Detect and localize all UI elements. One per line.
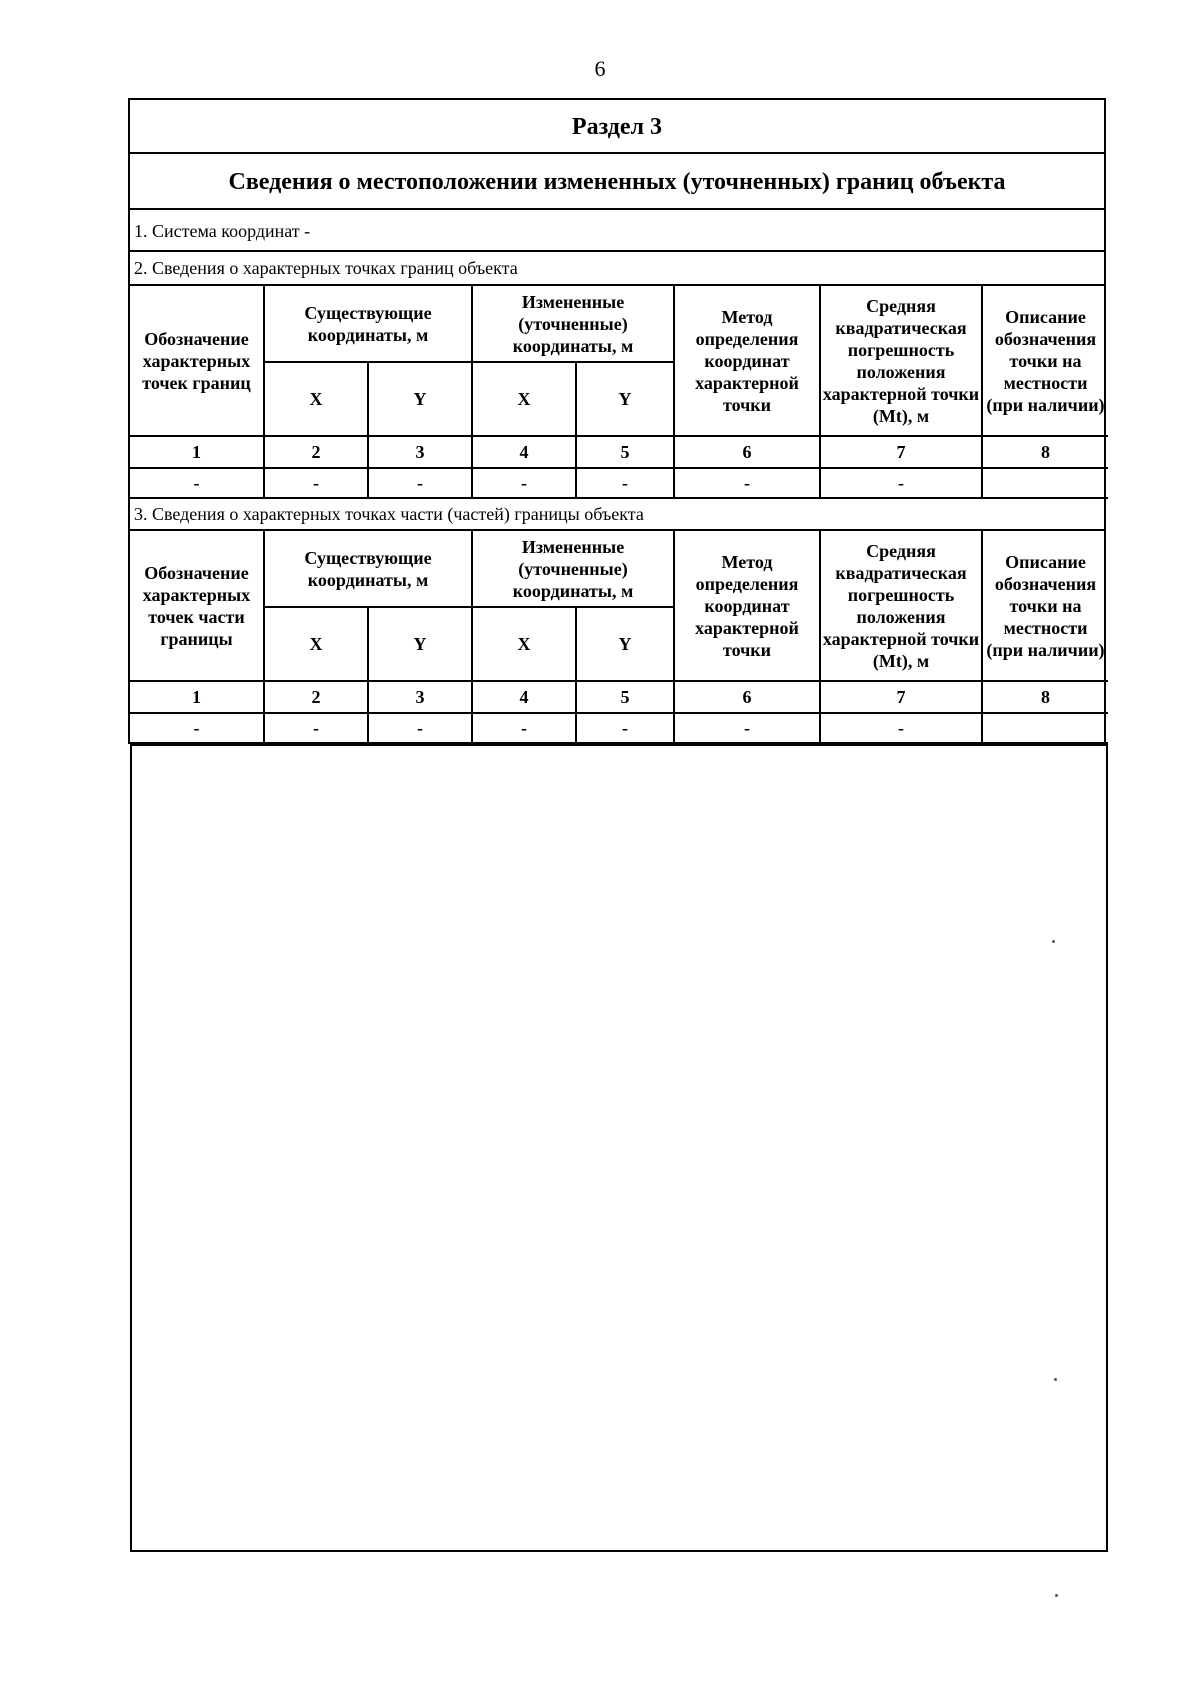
header-mean-error: Средняя квадратическая погрешность положения характерной точки (Mt), м bbox=[820, 531, 982, 681]
table2-part-boundary-points bbox=[130, 531, 1108, 744]
section-subtitle: Сведения о местоположении измененных (уточненных) границ объекта bbox=[130, 154, 1104, 210]
column-number: 5 bbox=[576, 436, 674, 468]
table-cell: - bbox=[264, 713, 368, 743]
header-point-designation: Обозначение характерных точек границ bbox=[130, 286, 264, 436]
table-cell bbox=[982, 468, 1108, 498]
table-cell: - bbox=[130, 713, 264, 743]
column-number: 8 bbox=[982, 681, 1108, 713]
section-title: Раздел 3 bbox=[130, 100, 1104, 154]
table-cell: - bbox=[576, 468, 674, 498]
table1-boundary-points bbox=[130, 286, 1108, 499]
column-number: 3 bbox=[368, 436, 472, 468]
header-existing-coordinates: Существующие координаты, м bbox=[264, 286, 472, 362]
header-existing-x: X bbox=[264, 607, 368, 681]
scan-speck bbox=[1052, 940, 1055, 943]
header-mean-error: Средняя квадратическая погрешность положения характерной точки (Mt), м bbox=[820, 286, 982, 436]
header-changed-coordinates: Измененные (уточненные) координаты, м bbox=[472, 531, 674, 607]
table-cell: - bbox=[674, 713, 820, 743]
header-existing-y: Y bbox=[368, 607, 472, 681]
table-cell: - bbox=[576, 713, 674, 743]
header-changed-x: X bbox=[472, 362, 576, 436]
table-cell: - bbox=[820, 713, 982, 743]
header-description: Описание обозначения точки на местности (при наличии) bbox=[982, 286, 1108, 436]
coordinate-system-line: 1. Система координат - bbox=[130, 210, 1104, 252]
table-cell: - bbox=[130, 468, 264, 498]
table1-caption: 2. Сведения о характерных точках границ объекта bbox=[130, 252, 1104, 286]
header-changed-x: X bbox=[472, 607, 576, 681]
header-changed-y: Y bbox=[576, 362, 674, 436]
table-cell bbox=[982, 713, 1108, 743]
column-number: 1 bbox=[130, 436, 264, 468]
header-existing-x: X bbox=[264, 362, 368, 436]
column-number: 2 bbox=[264, 436, 368, 468]
header-changed-coordinates: Измененные (уточненные) координаты, м bbox=[472, 286, 674, 362]
blank-frame bbox=[130, 744, 1108, 1552]
header-method: Метод определения координат характерной точки bbox=[674, 531, 820, 681]
table2-caption: 3. Сведения о характерных точках части (частей) границы объекта bbox=[130, 499, 1104, 531]
column-number: 3 bbox=[368, 681, 472, 713]
header-description: Описание обозначения точки на местности (при наличии) bbox=[982, 531, 1108, 681]
table-cell: - bbox=[472, 468, 576, 498]
scan-speck bbox=[1055, 1594, 1058, 1597]
scan-speck bbox=[1054, 1378, 1057, 1381]
header-point-designation: Обозначение характерных точек части границы bbox=[130, 531, 264, 681]
column-number: 7 bbox=[820, 436, 982, 468]
header-existing-coordinates: Существующие координаты, м bbox=[264, 531, 472, 607]
column-number: 6 bbox=[674, 436, 820, 468]
column-number: 4 bbox=[472, 436, 576, 468]
table-cell: - bbox=[368, 713, 472, 743]
column-number: 4 bbox=[472, 681, 576, 713]
table-cell: - bbox=[674, 468, 820, 498]
section-sheet bbox=[128, 98, 1106, 744]
table-cell: - bbox=[264, 468, 368, 498]
header-existing-y: Y bbox=[368, 362, 472, 436]
column-number: 6 bbox=[674, 681, 820, 713]
column-number: 8 bbox=[982, 436, 1108, 468]
column-number: 1 bbox=[130, 681, 264, 713]
table-cell: - bbox=[472, 713, 576, 743]
column-number: 7 bbox=[820, 681, 982, 713]
header-method: Метод определения координат характерной точки bbox=[674, 286, 820, 436]
table-cell: - bbox=[368, 468, 472, 498]
column-number: 2 bbox=[264, 681, 368, 713]
header-changed-y: Y bbox=[576, 607, 674, 681]
page-number: 6 bbox=[594, 56, 606, 81]
table-cell: - bbox=[820, 468, 982, 498]
column-number: 5 bbox=[576, 681, 674, 713]
